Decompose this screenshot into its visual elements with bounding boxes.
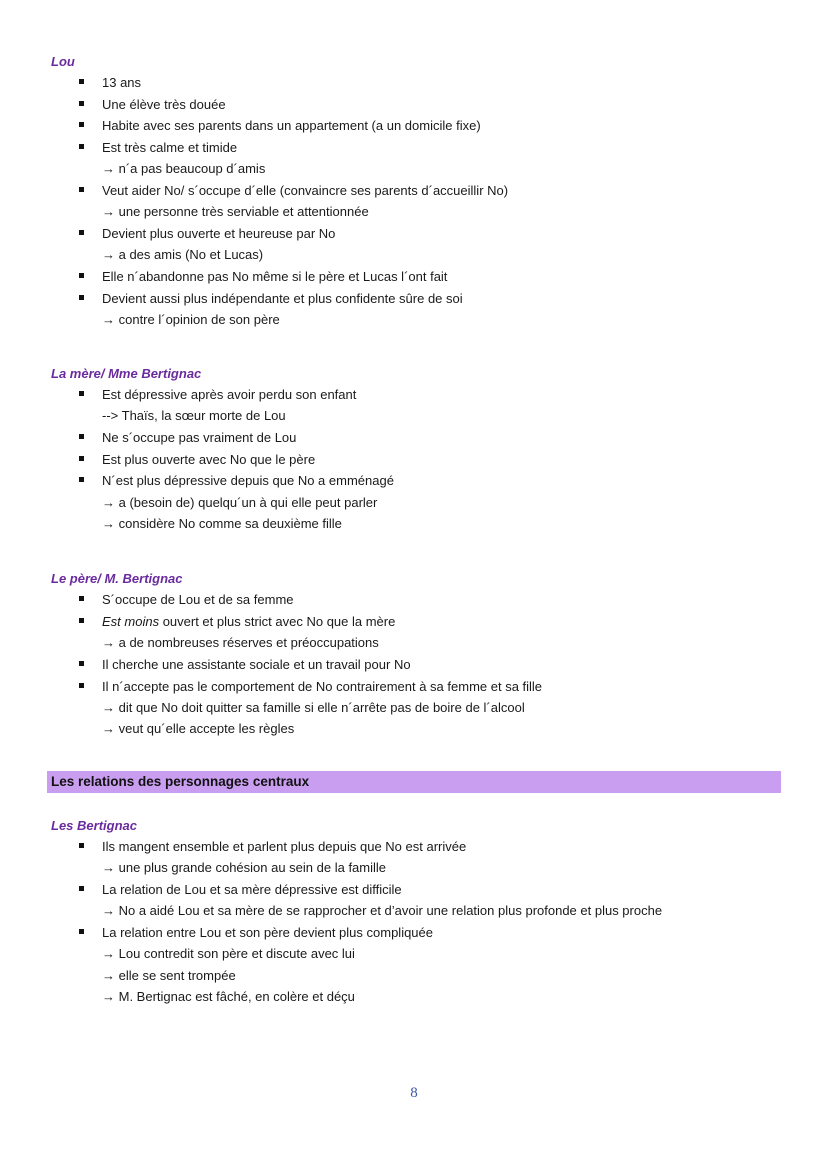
list-item: Est plus ouverte avec No que le père [102, 452, 316, 467]
section-heading-lou: Lou [51, 54, 75, 69]
list-item: Est très calme et timide [102, 140, 238, 155]
list-item: Est moins ouvert et plus strict avec No que la mère [102, 614, 396, 629]
list-subitem: → une plus grande cohésion au sein de la famille [102, 860, 387, 875]
bullet [79, 843, 84, 848]
bullet [79, 661, 84, 666]
bullet [79, 79, 84, 84]
list-item: Est dépressive après avoir perdu son enfant [102, 387, 357, 402]
bullet [79, 434, 84, 439]
list-subitem: → a (besoin de) quelqu´un à qui elle peut parler [102, 495, 378, 510]
bullet [79, 929, 84, 934]
list-subitem: → veut qu´elle accepte les règles [102, 721, 295, 736]
list-subitem: → dit que No doit quitter sa famille si elle n´arrête pas de boire de l´alcool [102, 700, 525, 715]
list-item: Veut aider No/ s´occupe d´elle (convaincre ses parents d´accueillir No) [102, 183, 509, 198]
list-item: Ne s´occupe pas vraiment de Lou [102, 430, 297, 445]
list-subitem: → M. Bertignac est fâché, en colère et déçu [102, 989, 355, 1004]
list-subitem: → Lou contredit son père et discute avec lui [102, 946, 355, 961]
bullet [79, 391, 84, 396]
list-item: Devient aussi plus indépendante et plus confidente sûre de soi [102, 291, 463, 306]
list-item: Il n´accepte pas le comportement de No contrairement à sa femme et sa fille [102, 679, 543, 694]
list-subitem: → elle se sent trompée [102, 968, 236, 983]
list-subitem: → a des amis (No et Lucas) [102, 247, 264, 262]
band-title: Les relations des personnages centraux [51, 774, 310, 789]
bullet [79, 295, 84, 300]
list-subitem: → contre l´opinion de son père [102, 312, 280, 327]
bullet [79, 230, 84, 235]
section-heading-bertignac: Les Bertignac [51, 818, 137, 833]
bullet [79, 456, 84, 461]
list-subitem: → No a aidé Lou et sa mère de se rapprocher et d’avoir une relation plus profonde et plus proche [102, 903, 663, 918]
list-item: La relation de Lou et sa mère dépressive est difficile [102, 882, 402, 897]
page-number: 8 [410, 1085, 418, 1101]
bullet [79, 187, 84, 192]
list-item: Une élève très douée [102, 97, 226, 112]
list-item: S´occupe de Lou et de sa femme [102, 592, 294, 607]
list-subitem: --> Thaïs, la sœur morte de Lou [102, 408, 286, 423]
bullet [79, 596, 84, 601]
bullet [79, 101, 84, 106]
list-item: Elle n´abandonne pas No même si le père et Lucas l´ont fait [102, 269, 448, 284]
bullet [79, 683, 84, 688]
list-item: 13 ans [102, 75, 142, 90]
list-subitem: → n´a pas beaucoup d´amis [102, 161, 266, 176]
list-item: La relation entre Lou et son père devient plus compliquée [102, 925, 433, 940]
bullet [79, 144, 84, 149]
bullet [79, 273, 84, 278]
emphasis-text: Est moins [102, 614, 160, 629]
list-subitem: → a de nombreuses réserves et préoccupations [102, 635, 379, 650]
list-subitem: → considère No comme sa deuxième fille [102, 516, 342, 531]
bullet [79, 886, 84, 891]
bullet [79, 122, 84, 127]
list-item: N´est plus dépressive depuis que No a emménagé [102, 473, 394, 488]
section-heading-mere: La mère/ Mme Bertignac [51, 366, 202, 381]
list-item: Devient plus ouverte et heureuse par No [102, 226, 336, 241]
list-item: Habite avec ses parents dans un appartement (a un domicile fixe) [102, 118, 481, 133]
list-item: Il cherche une assistante sociale et un travail pour No [102, 657, 411, 672]
bullet [79, 477, 84, 482]
list-item: Ils mangent ensemble et parlent plus depuis que No est arrivée [102, 839, 467, 854]
list-subitem: → une personne très serviable et attentionnée [102, 204, 369, 219]
section-heading-pere: Le père/ M. Bertignac [51, 571, 183, 586]
section-band [47, 771, 781, 793]
bullet [79, 618, 84, 623]
